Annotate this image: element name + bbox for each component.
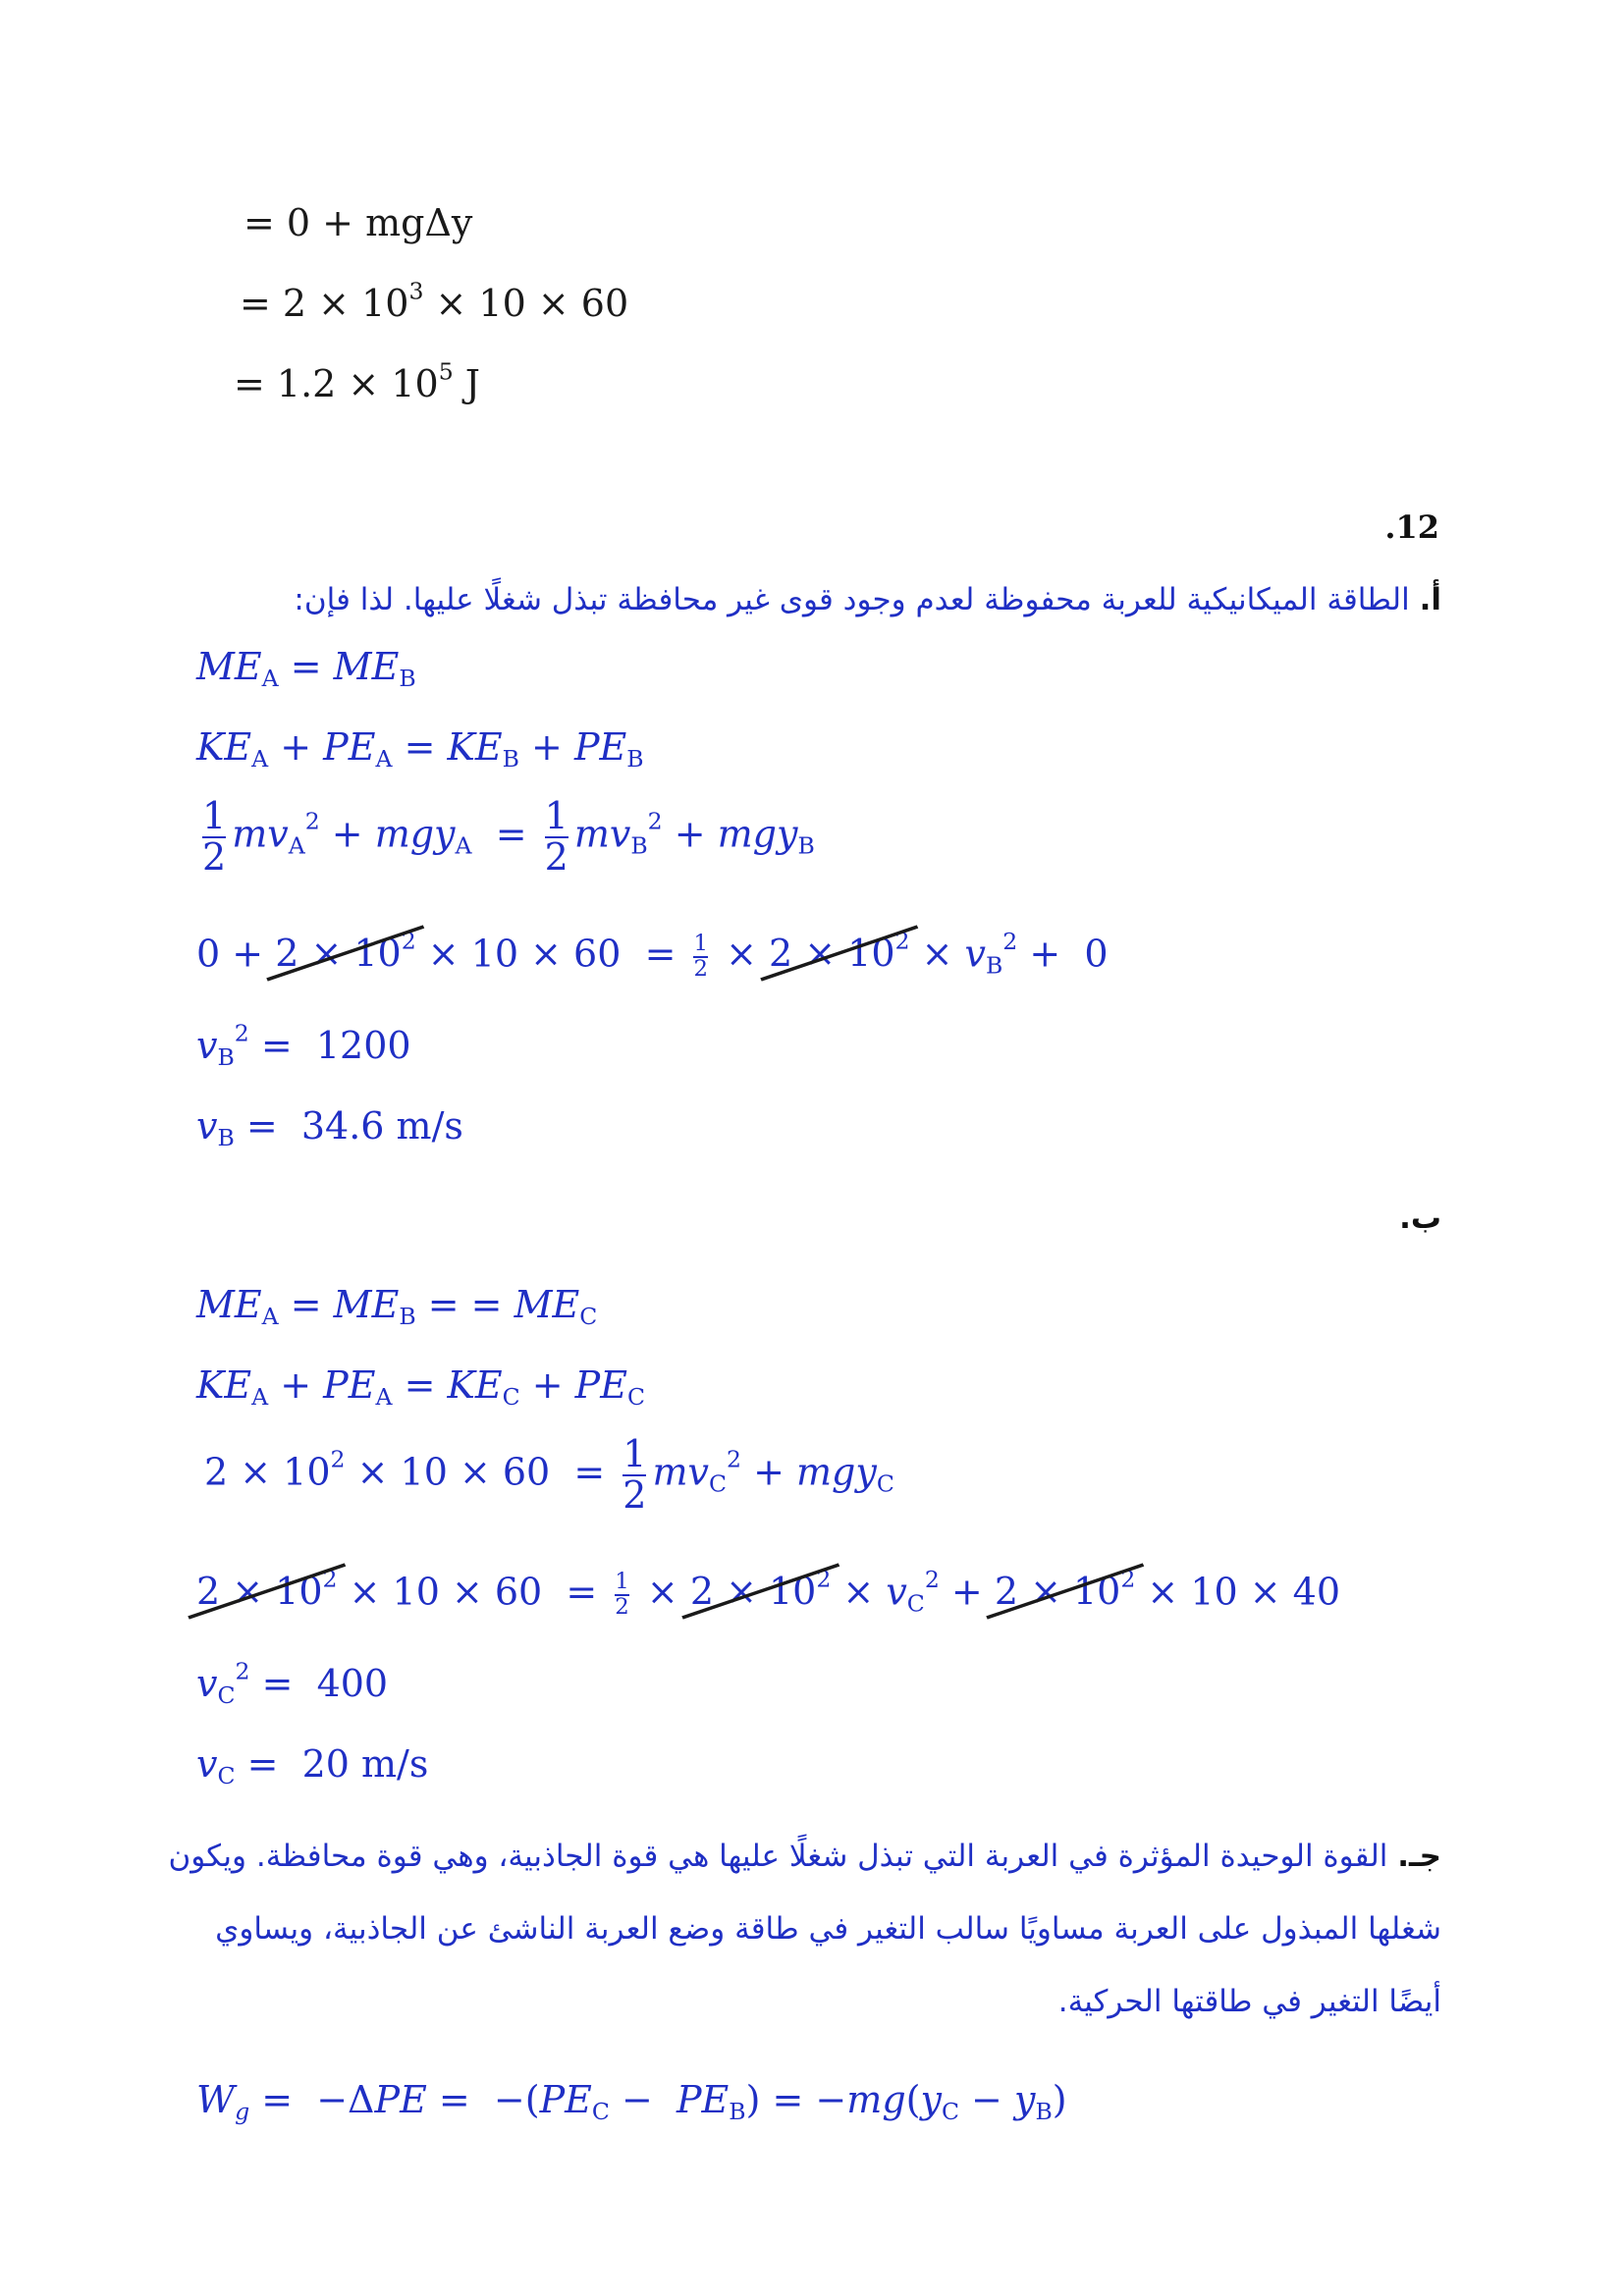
eq-me-a-b: $ME_A = ME_B$ — [196, 645, 416, 693]
eq-energy-expanded: $\frac{1}{2}$ $mv_A^2 + mgy_A$ = $\frac{1}{2}$ $mv_B^2 + mgy_B$ — [202, 794, 815, 879]
eq-vb-squared: $v_B^2 = 1200$ — [196, 1019, 411, 1072]
work-step-1: = 0 + mgΔy — [244, 201, 473, 244]
part-c-line-1: جـ. القوة الوحيدة المؤثرة في العربة التي تبذل شغلًا عليها هي قوة الجاذبية، وهي قوة محافظة. ويكون — [168, 1839, 1441, 1874]
eq-ke-pe-a-c: $KE_A + PE_A = KE_C + PE_C$ — [196, 1363, 645, 1412]
cancel-mass-3: $2 \times 10^2$ — [995, 1573, 1136, 1610]
eq-vb: $v_B = 34.6$ m/s — [196, 1104, 463, 1152]
eq-vc-squared: $v_C^2 = 400$ — [196, 1657, 389, 1710]
cancel-mass-1: $2 \times 10^2$ — [196, 1573, 338, 1610]
cancel-mass-right: $2 \times 10^2$ — [769, 934, 910, 972]
eq-substitution-a: $0 + 2 \times 10^2$ × 10 × 60 = $\frac{1}{2}$ × $2 \times 10^2$ × $v_B^2 + 0$ — [196, 927, 1109, 982]
eq-vc: $v_C = 20$ m/s — [196, 1742, 429, 1790]
part-c-line-2: شغلها المبذول على العربة مساويًا سالب التغير في طاقة وضع العربة الناشئ عن الجاذبية، ويساوي — [215, 1911, 1441, 1947]
eq-substitution-c: $2 \times 10^2$ × 10 × 60 = $\frac{1}{2}$ × $2 \times 10^2$ × $v_C^2 + 2 \times 10^2$ × 10 × 40 — [196, 1571, 1340, 1620]
eq-ke-pe-a-b: $KE_A + PE_A = KE_B + PE_B$ — [196, 725, 644, 774]
question-number: .12 — [1384, 508, 1439, 546]
work-step-3: = $1.2 \times 10^5$ J — [234, 357, 480, 405]
work-step-2: = $2 \times 10^3 \times 10 \times 60$ — [240, 277, 629, 325]
part-b-label: ب. — [1399, 1201, 1441, 1236]
eq-energy-c: $2 \times 10^2 \times 10 \times 60$ = $\frac{1}{2}$ $mv_C^2 + mgy_C$ — [204, 1432, 894, 1517]
eq-me-a-b-c: $ME_A = ME_B$ = = $ME_C$ — [196, 1283, 598, 1331]
part-c-line-3: أيضًا التغير في طاقتها الحركية. — [1057, 1984, 1441, 2019]
cancel-mass-left: $2 \times 10^2$ — [275, 934, 416, 972]
cancel-mass-2: $2 \times 10^2$ — [690, 1573, 832, 1610]
eq-work-gravity: $W_g = -\Delta PE = -(PE_C - PE_B) = -mg(y_C - y_B)$ — [196, 2078, 1067, 2126]
part-a-text: أ. الطاقة الميكانيكية للعربة محفوظة لعدم وجود قوى غير محافظة تبذل شغلًا عليها. لذا فإن: — [294, 582, 1441, 617]
